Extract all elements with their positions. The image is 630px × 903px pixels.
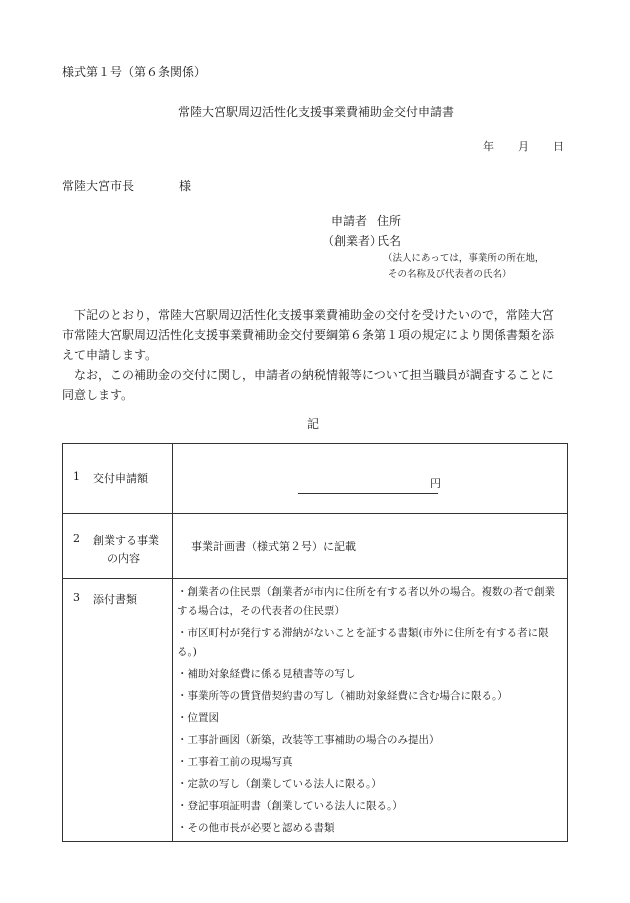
applicant-note-line1: （法人にあっては，事業所の所在地， — [383, 253, 545, 264]
attachments-list-cell — [173, 579, 568, 842]
row-number: 3 — [73, 591, 80, 604]
document-title: 常陸大宮駅周辺活性化支援事業費補助金交付申請書 — [178, 105, 455, 119]
ki-heading: 記 — [307, 417, 320, 431]
list-item: ・工事着工前の現場写真 — [177, 756, 293, 768]
amount-value-cell[interactable] — [173, 444, 568, 514]
list-item: ・工事計画図（新築，改装等工事補助の場合のみ提出） — [177, 734, 440, 746]
list-item: ・登記事項証明書（創業している法人に限る。） — [177, 800, 403, 812]
applicant-name-label: 氏名 — [377, 234, 402, 248]
list-item: ・市区町村が発行する滞納がないことを証する書類(市外に住所を有する者に限る。) — [177, 627, 549, 658]
list-item: ・事業所等の賃貸借契約書の写し（補助対象経費に含む場合に限る。） — [177, 690, 508, 702]
list-item: ・定款の写し（創業している法人に限る。） — [177, 778, 382, 790]
body-paragraph-2: なお，この補助金の交付に関し，申請者の納税情報等について担当職員が調査することに同意します。 — [62, 368, 554, 402]
attachments-label-cell — [63, 579, 173, 842]
applicant-note-line2: その名称及び代表者の氏名） — [388, 269, 512, 280]
table-row-amount — [63, 444, 568, 514]
body-text — [62, 305, 562, 405]
addressee-honorific: 様 — [179, 179, 192, 193]
yen-unit: 円 — [430, 477, 441, 490]
attachments-list — [173, 579, 567, 838]
list-item: ・位置図 — [177, 712, 219, 724]
amount-label-cell — [63, 444, 173, 514]
attachments-label: 添付書類 — [93, 593, 137, 606]
application-table — [62, 443, 568, 842]
business-value-cell — [173, 514, 568, 579]
business-value: 事業計画書（様式第２号）に記載 — [191, 540, 356, 553]
table-row-attachments — [63, 579, 568, 842]
business-label-line2: の内容 — [107, 552, 140, 565]
list-item: ・その他市長が必要と認める書類 — [177, 822, 335, 834]
row-number: 1 — [73, 470, 80, 483]
amount-label: 交付申請額 — [93, 472, 148, 485]
amount-input-line[interactable] — [298, 477, 438, 494]
date-year: 年 — [483, 140, 494, 153]
row-number: 2 — [73, 532, 80, 545]
addressee-name: 常陸大宮市長 — [62, 179, 135, 193]
applicant-role-sub: （創業者） — [322, 234, 383, 248]
form-id: 様式第１号（第６条関係） — [62, 65, 207, 79]
list-item: ・補助対象経費に係る見積書等の写し — [177, 668, 356, 680]
business-label-cell — [63, 514, 173, 579]
date-day: 日 — [553, 140, 564, 153]
applicant-address-label: 住所 — [377, 214, 402, 228]
table-row-business — [63, 514, 568, 579]
applicant-role: 申請者 — [331, 214, 368, 228]
date-month: 月 — [518, 140, 529, 153]
body-paragraph-1: 下記のとおり，常陸大宮駅周辺活性化支援事業費補助金の交付を受けたいので，常陸大宮市常陸大宮駅周辺活性化支援事業費補助金交付要綱第６条第１項の規定により関係書類を添えて申請します。 — [62, 308, 555, 362]
list-item: ・創業者の住民票（創業者が市内に住所を有する者以外の場合。複数の者で創業する場合は，その代表者の住民票） — [177, 586, 555, 617]
business-label-line1: 創業する事業 — [93, 534, 159, 547]
